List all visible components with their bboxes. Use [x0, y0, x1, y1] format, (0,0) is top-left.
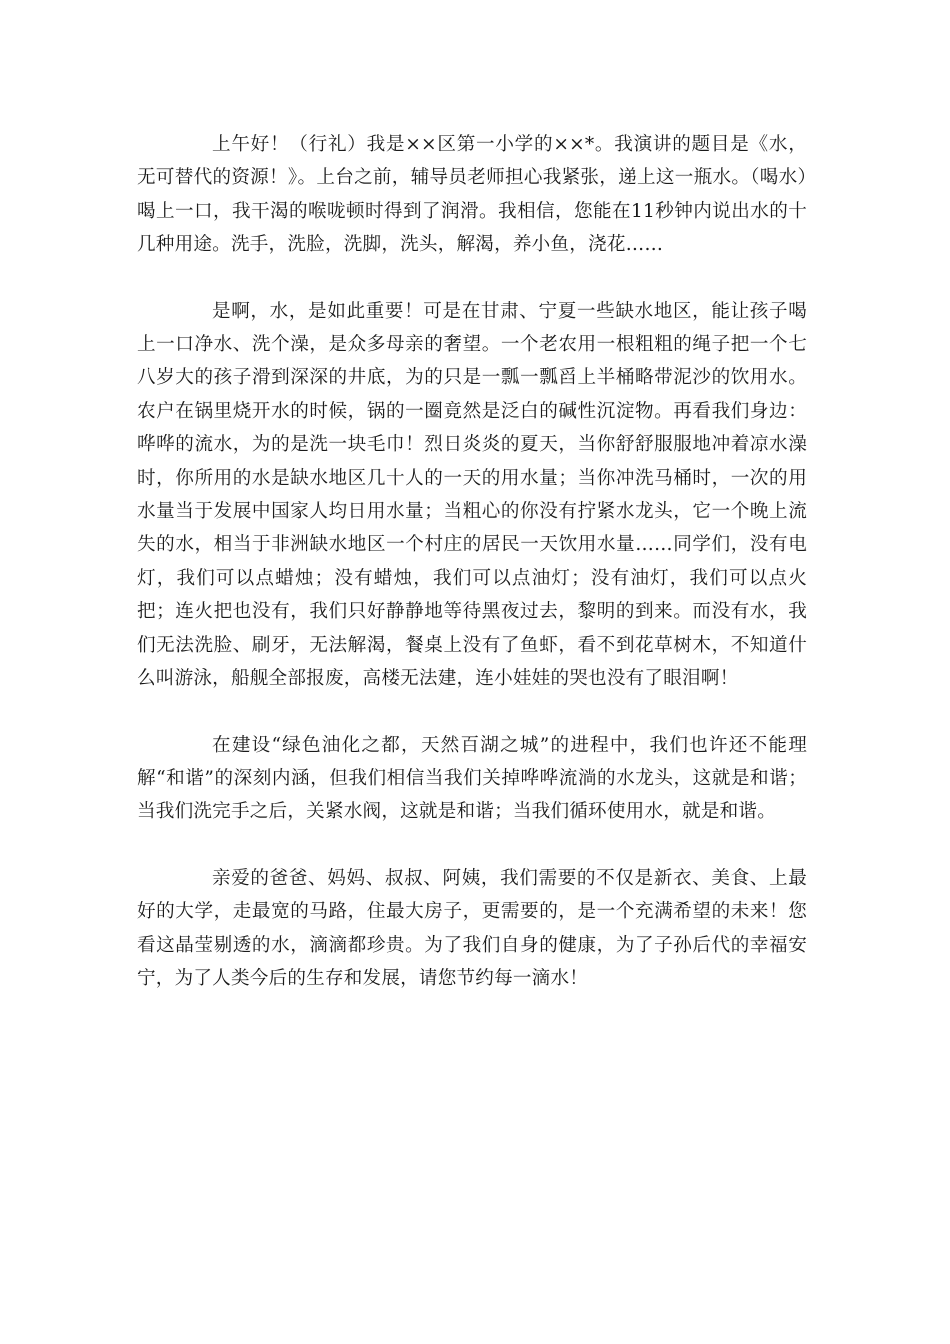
- paragraph-greeting: 上午好！（行礼）我是××区第一小学的××*。我演讲的题目是《水，无可替代的资源！》。上台之前，辅导员老师担心我紧张，递上这一瓶水。（喝水）喝上一口，我干渴的喉咙顿时得到了润滑。我相信，您能在11秒钟内说出水的十几种用途。洗手，洗脸，洗脚，洗头，解渴，养小鱼，浇花……: [137, 134, 807, 256]
- document-body: [137, 128, 807, 1028]
- paragraph-importance-of-water: 是啊，水，是如此重要！可是在甘肃、宁夏一些缺水地区，能让孩子喝上一口净水、洗个澡，是众多母亲的奢望。一个老农用一根粗粗的绳子把一个七八岁大的孩子滑到深深的井底，为的只是一瓢一瓢舀上半桶略带泥沙的饮用水。农户在锅里烧开水的时候，锅的一圈竟然是泛白的碱性沉淀物。再看我们身边：哗哗的流水，为的是洗一块毛巾！烈日炎炎的夏天，当你舒舒服服地冲着凉水澡时，你所用的水是缺水地区几十人的一天的用水量；当你冲洗马桶时，一次的用水量当于发展中国家人均日用水量；当粗心的你没有拧紧水龙头，它一个晚上流失的水，相当于非洲缺水地区一个村庄的居民一天饮用水量……同学们，没有电灯，我们可以点蜡烛；没有蜡烛，我们可以点油灯；没有油灯，我们可以点火把；连火把也没有，我们只好静静地等待黑夜过去，黎明的到来。而没有水，我们无法洗脸、刷牙，无法解渴，餐桌上没有了鱼虾，看不到花草树木，不知道什么叫游泳，船舰全部报废，高楼无法建，连小娃娃的哭也没有了眼泪啊！: [137, 300, 807, 690]
- paragraph-appeal: 亲爱的爸爸、妈妈、叔叔、阿姨，我们需要的不仅是新衣、美食、上最好的大学，走最宽的马路，住最大房子，更需要的，是一个充满希望的未来！您看这晶莹剔透的水，滴滴都珍贵。为了我们自身的健康，为了子孙后代的幸福安宁，为了人类今后的生存和发展，请您节约每一滴水！: [137, 867, 807, 989]
- paragraph-harmony: 在建设“绿色油化之都，天然百湖之城”的进程中，我们也许还不能理解“和谐”的深刻内涵，但我们相信当我们关掉哗哗流淌的水龙头，这就是和谐；当我们洗完手之后，关紧水阀，这就是和谐；当我们循环使用水，就是和谐。: [137, 734, 807, 823]
